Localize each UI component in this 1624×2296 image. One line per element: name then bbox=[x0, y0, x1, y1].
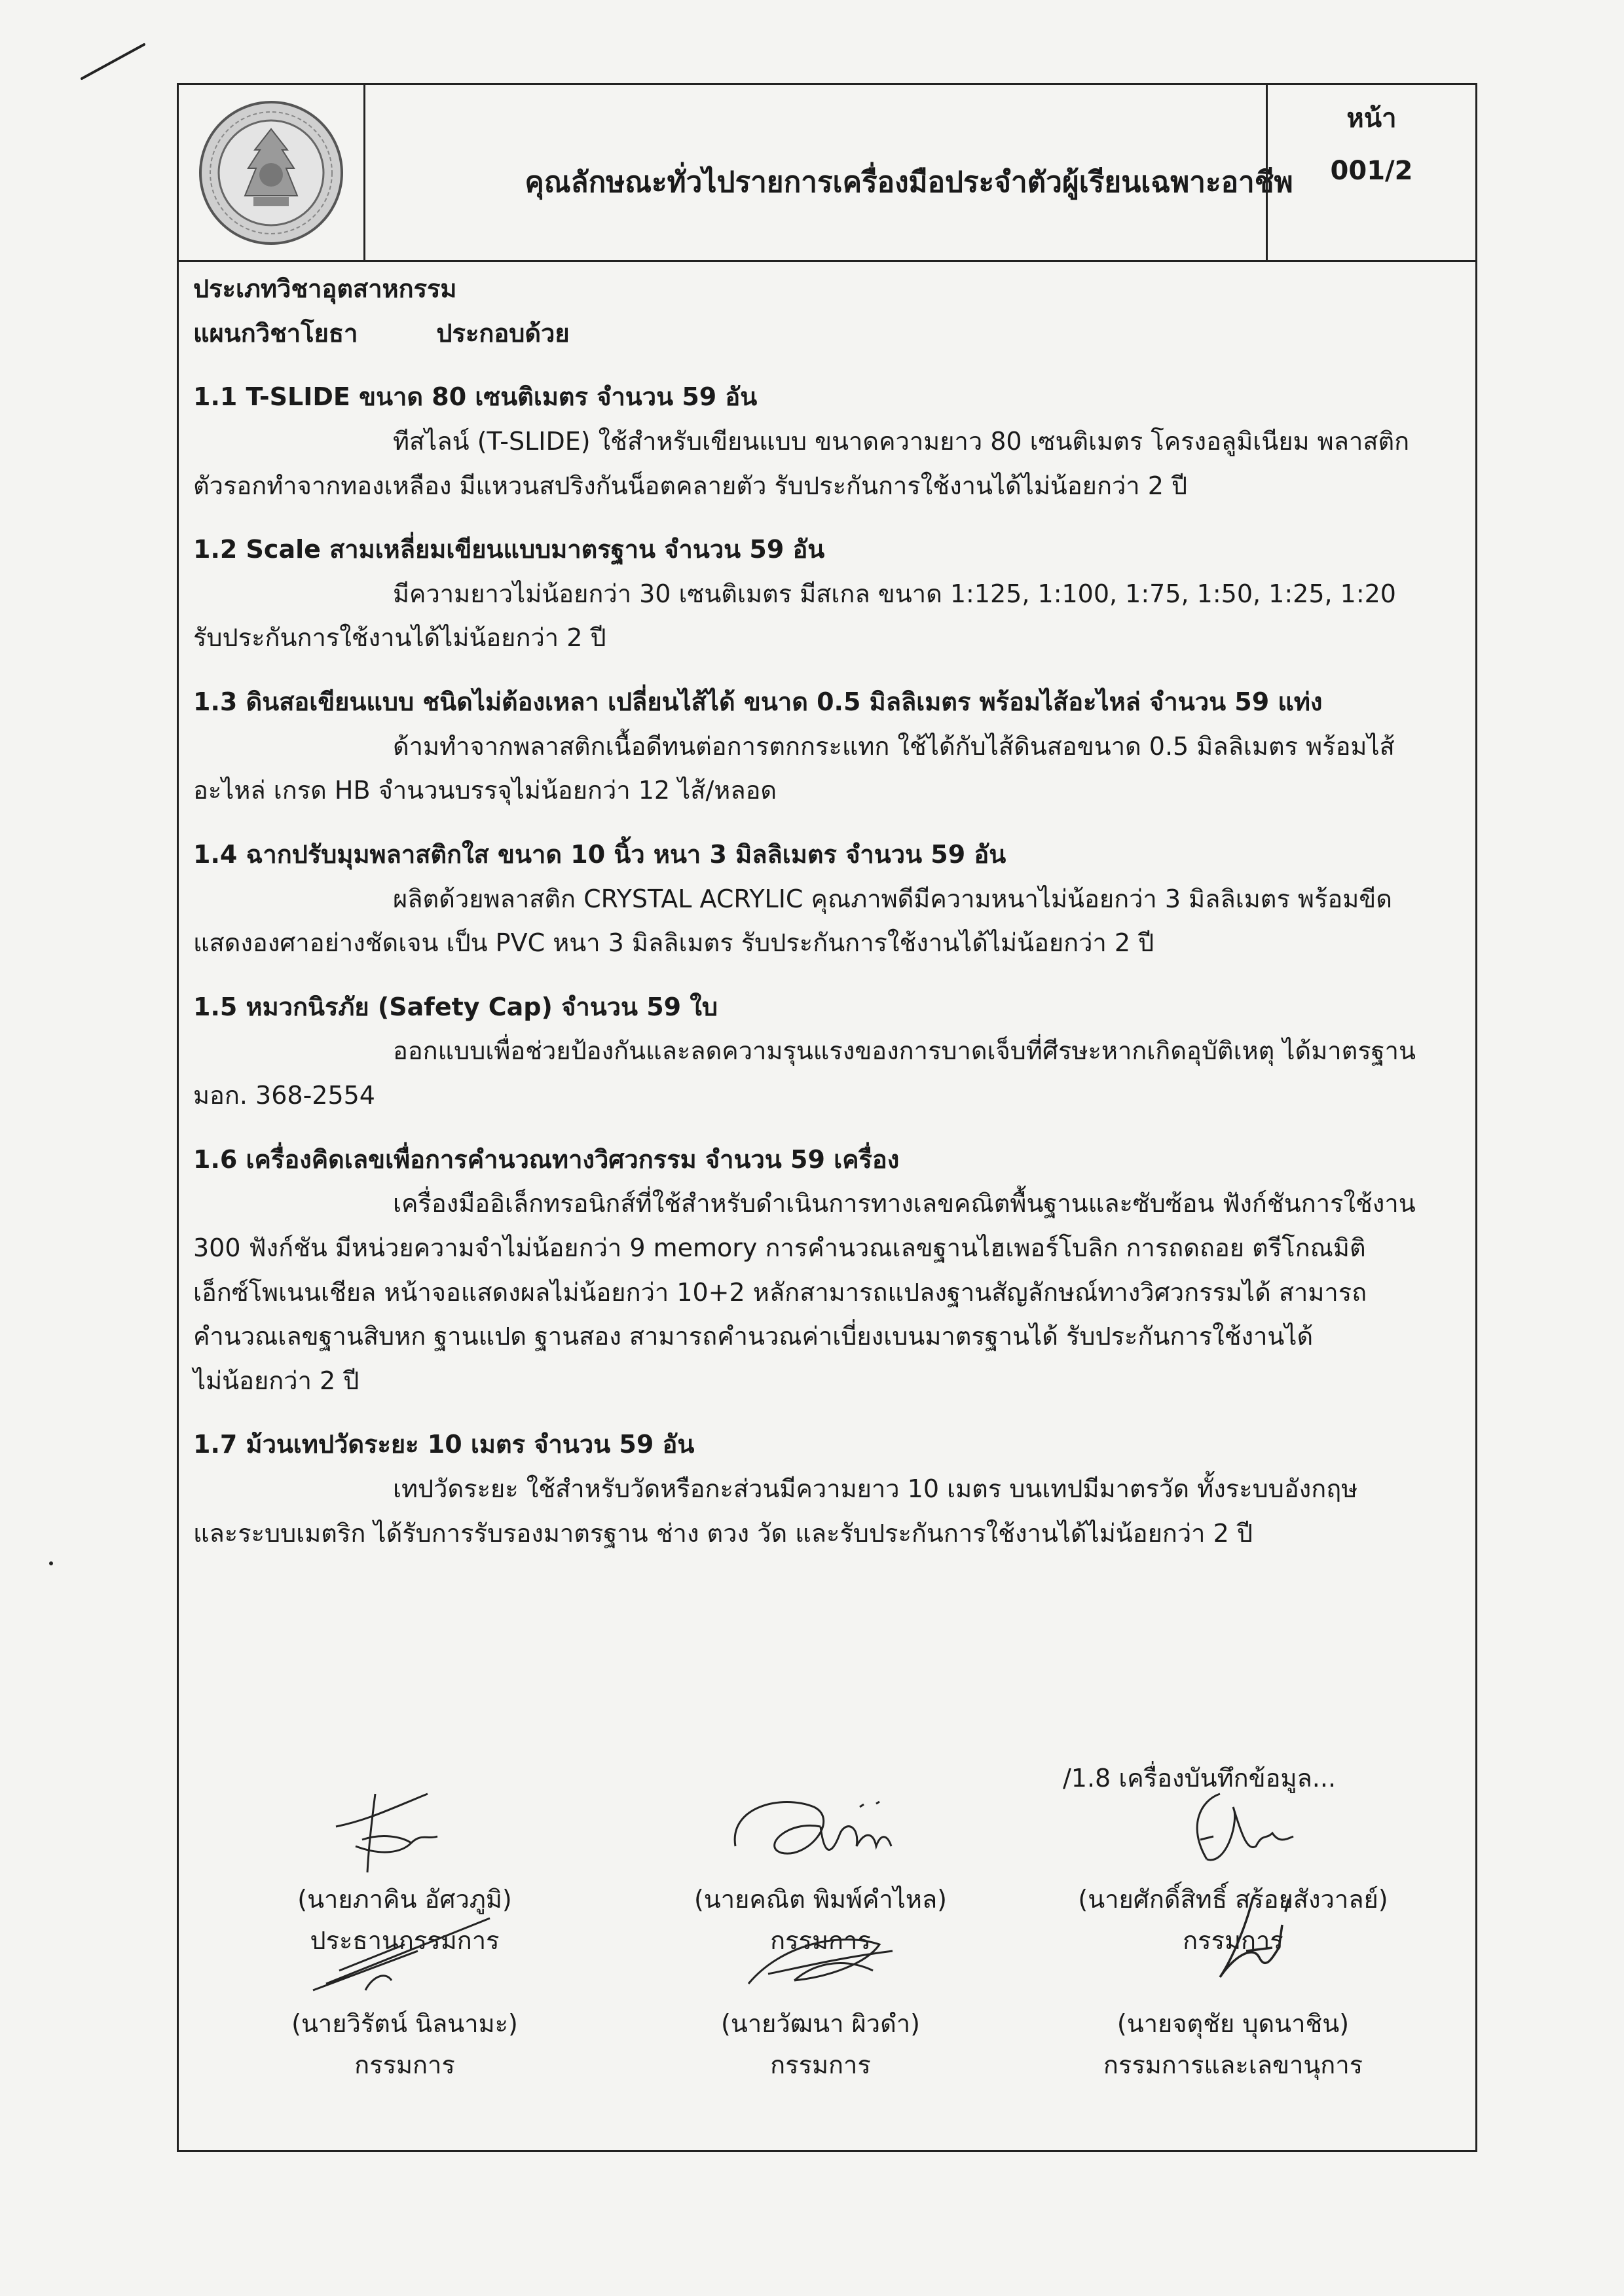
spec-item-heading: 1.1 T-SLIDE ขนาด 80 เซนติเมตร จำนวน 59 อัน bbox=[193, 382, 758, 412]
signatory-name: (นายจตุชัย บุดนาชิน) bbox=[1116, 2009, 1350, 2038]
spec-item-text: ออกแบบเพื่อช่วยป้องกันและลดความรุนแรงของการบาดเจ็บที่ศีรษะหากเกิดอุบัติเหตุ ได้มาตรฐาน bbox=[393, 1036, 1416, 1066]
spec-item-text: แสดงองศาอย่างชัดเจน เป็น PVC หนา 3 มิลลิเมตร รับประกันการใช้งานได้ไม่น้อยกว่า 2 ปี bbox=[193, 928, 1154, 958]
spec-item-heading: 1.4 ฉากปรับมุมพลาสติกใส ขนาด 10 นิ้ว หนา 3 มิลลิเมตร จำนวน 59 อัน bbox=[193, 839, 1006, 869]
vocational-education-seal-icon bbox=[196, 98, 346, 248]
spec-item-text: ตัวรอกทำจากทองเหลือง มีแหวนสปริงกันน็อตคลายตัว รับประกันการใช้งานได้ไม่น้อยกว่า 2 ปี bbox=[193, 471, 1188, 500]
page-number: 001/2 bbox=[1330, 156, 1413, 186]
spec-item bbox=[193, 528, 1460, 661]
spec-item-text: เอ็กซ์โพเนนเชียล หน้าจอแสดงผลไม่น้อยกว่า 10+2 หลักสามารถแปลงฐานสัญลักษณ์ทางวิศวกรรมได้ สามารถ bbox=[193, 1277, 1367, 1307]
signatory-role: ประธานกรรมการ bbox=[310, 1925, 500, 1955]
signatory-role: กรรมการ bbox=[770, 2050, 871, 2079]
signature-block bbox=[1024, 2003, 1443, 2085]
signatory-name: (นายวัฒนา ผิวดำ) bbox=[721, 2009, 920, 2038]
spec-item-heading: 1.2 Scale สามเหลี่ยมเขียนแบบมาตรฐาน จำนวน 59 อัน bbox=[193, 535, 825, 564]
spec-item-text: มีความยาวไม่น้อยกว่า 30 เซนติเมตร มีสเกล ขนาด 1:125, 1:100, 1:75, 1:50, 1:25, 1:20 bbox=[393, 579, 1396, 608]
signatory-name: (นายวิรัตน์ นิลนามะ) bbox=[291, 2009, 518, 2038]
signature-mark bbox=[1024, 1958, 1443, 2003]
spec-item-text: ผลิตด้วยพลาสติก CRYSTAL ACRYLIC คุณภาพดีมีความหนาไม่น้อยกว่า 3 มิลลิเมตร พร้อมขีด bbox=[393, 884, 1392, 913]
spec-item-text: คำนวณเลขฐานสิบหก ฐานแปด ฐานสอง สามารถคำนวณค่าเบี่ยงเบนมาตรฐานได้ รับประกันการใช้งานได้ bbox=[193, 1322, 1314, 1351]
spec-item bbox=[193, 833, 1460, 966]
page-cell bbox=[1266, 85, 1475, 260]
spec-item bbox=[193, 375, 1460, 508]
signatory-role: กรรมการและเลขานุการ bbox=[1103, 2050, 1363, 2079]
signature-block bbox=[195, 2003, 614, 2085]
spec-item-heading: 1.3 ดินสอเขียนแบบ ชนิดไม่ต้องเหลา เปลี่ยนไส้ได้ ขนาด 0.5 มิลลิเมตร พร้อมไส้อะไหล่ จำนวน 59 แท่ง bbox=[193, 687, 1323, 716]
spec-item-text: อะไหล่ เกรด HB จำนวนบรรจุไม่น้อยกว่า 12 ไส้/หลอด bbox=[193, 776, 777, 805]
signature-mark bbox=[195, 1787, 614, 1879]
spec-item-text: ด้ามทำจากพลาสติกเนื้อดีทนต่อการตกกระแทก ใช้ได้กับไส้ดินสอขนาด 0.5 มิลลิเมตร พร้อมไส้ bbox=[393, 731, 1395, 761]
signatory-role: กรรมการ bbox=[354, 2050, 455, 2079]
page-label: หน้า bbox=[1346, 103, 1397, 134]
spec-item-text: มอก. 368-2554 bbox=[193, 1081, 375, 1110]
signatory-name: (นายศักดิ์สิทธิ์ สร้อยสังวาลย์) bbox=[1078, 1885, 1388, 1914]
spec-item-heading: 1.7 ม้วนเทปวัดระยะ 10 เมตร จำนวน 59 อัน bbox=[193, 1430, 695, 1459]
spec-item-text: และระบบเมตริก ได้รับการรับรองมาตรฐาน ช่าง ตวง วัด และรับประกันการใช้งานได้ไม่น้อยกว่า 2 ปี bbox=[193, 1518, 1253, 1548]
ink-dot bbox=[49, 1561, 53, 1565]
spec-item-heading: 1.6 เครื่องคิดเลขเพื่อการคำนวณทางวิศวกรรม จำนวน 59 เครื่อง bbox=[193, 1144, 900, 1174]
signatory-role: กรรมการ bbox=[770, 1925, 871, 1955]
spec-item-text: 300 ฟังก์ชัน มีหน่วยความจำไม่น้อยกว่า 9 memory การคำนวณเลขฐานไฮเพอร์โบลิก การถดถอย ตรีโกณมิติ bbox=[193, 1233, 1366, 1262]
item-list bbox=[193, 375, 1460, 1556]
signatory-role: กรรมการ bbox=[1183, 1925, 1283, 1955]
logo-cell bbox=[179, 85, 365, 260]
signature-block bbox=[611, 2003, 1030, 2085]
signature-mark bbox=[611, 1958, 1030, 2003]
spec-item-text: รับประกันการใช้งานได้ไม่น้อยกว่า 2 ปี bbox=[193, 623, 606, 653]
spec-item-text: เทปวัดระยะ ใช้สำหรับวัดหรือกะส่วนมีความยาว 10 เมตร บนเทปมีมาตรวัด ทั้งระบบอังกฤษ bbox=[393, 1474, 1358, 1503]
signatory-name: (นายภาคิน อัศวภูมิ) bbox=[297, 1885, 512, 1914]
signatory-name: (นายคณิต พิมพ์คำไหล) bbox=[693, 1885, 947, 1914]
spec-item-text: ทีสไลน์ (T-SLIDE) ใช้สำหรับเขียนแบบ ขนาดความยาว 80 เซนติเมตร โครงอลูมิเนียม พลาสติก bbox=[393, 426, 1410, 456]
spec-item-text: เครื่องมืออิเล็กทรอนิกส์ที่ใช้สำหรับดำเนินการทางเลขคณิตพื้นฐานและซับซ้อน ฟังก์ชันการใช้งาน bbox=[393, 1189, 1416, 1218]
spec-item bbox=[193, 985, 1460, 1118]
spec-item bbox=[193, 680, 1460, 813]
signature-mark bbox=[195, 1958, 614, 2003]
spec-item-heading: 1.5 หมวกนิรภัย (Safety Cap) จำนวน 59 ใบ bbox=[193, 992, 718, 1021]
header-table bbox=[179, 85, 1475, 262]
pen-stroke-mark bbox=[79, 39, 151, 85]
spec-item bbox=[193, 1138, 1460, 1404]
continuation-note: /1.8 เครื่องบันทึกข้อมูล... bbox=[1063, 1764, 1337, 1793]
spec-item bbox=[193, 1423, 1460, 1556]
document-title: คุณลักษณะทั่วไปรายการเครื่องมือประจำตัวผู้เรียนเฉพาะอาชีพ bbox=[525, 165, 1293, 199]
category-type: ประเภทวิชาอุตสาหกรรม bbox=[193, 274, 457, 303]
document-body bbox=[193, 267, 1460, 1556]
spec-item-text: ไม่น้อยกว่า 2 ปี bbox=[193, 1366, 360, 1395]
document-frame bbox=[177, 83, 1477, 2152]
signature-mark bbox=[1024, 1787, 1443, 1879]
department-label: แผนกวิชาโยธา bbox=[193, 318, 358, 348]
department-line bbox=[193, 312, 1460, 356]
department-suffix: ประกอบด้วย bbox=[436, 318, 570, 348]
signature-mark bbox=[611, 1787, 1030, 1879]
